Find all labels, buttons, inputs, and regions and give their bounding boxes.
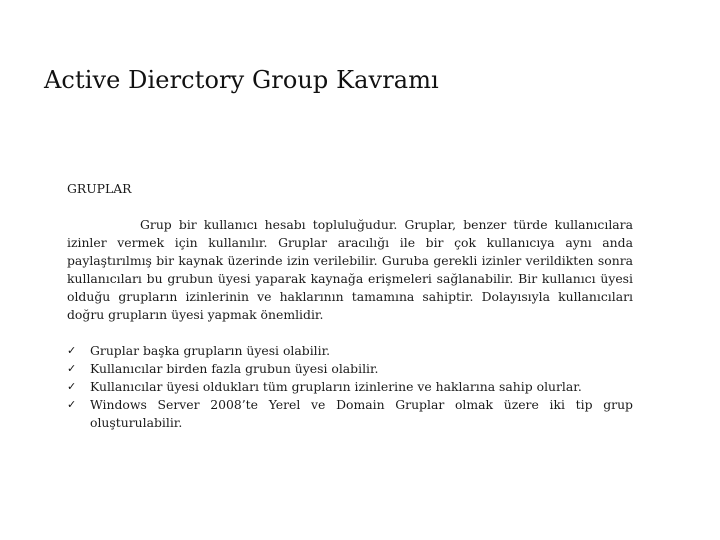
slide-content [67, 180, 633, 432]
check-mark-icon: ✓ [67, 362, 77, 375]
bullet-item [67, 396, 633, 432]
check-mark-icon: ✓ [67, 398, 77, 411]
body-paragraph: Grup bir kullanıcı hesabı topluluğudur. Gruplar, benzer türde kullanıcılara izinler vermek için kullanılır. Gruplar aracılığı ile bir çok kullanıcıya aynı anda paylaştırılmış bir kaynak üzerinde izin verilebilir. Guruba gerekli izinler verildikten sonra kullanıcıları bu grubun üyesi yaparak kaynağa erişmeleri sağlanabilir. Bir kullanıcı üyesi olduğu grupların izinlerinin ve haklarının tamamına sahiptir. Dolayısıyla kullanıcıları doğru grupların üyesi yapmak önemlidir. [67, 217, 633, 322]
bullet-list [67, 342, 633, 432]
bullet-text: Gruplar başka grupların üyesi olabilir. [90, 343, 331, 358]
section-heading: GRUPLAR [67, 181, 132, 196]
bullet-item [67, 342, 633, 360]
check-mark-icon: ✓ [67, 380, 77, 393]
check-mark-icon: ✓ [67, 344, 77, 357]
bullet-text: Kullanıcılar üyesi oldukları tüm grupların izinlerine ve haklarına sahip olurlar. [90, 379, 582, 394]
bullet-item [67, 360, 633, 378]
bullet-text: Kullanıcılar birden fazla grubun üyesi olabilir. [90, 361, 379, 376]
bullet-item [67, 378, 633, 396]
bullet-text: Windows Server 2008’te Yerel ve Domain Gruplar olmak üzere iki tip grup oluşturulabilir. [90, 397, 633, 430]
slide-title: Active Dierctory Group Kavramı [44, 66, 439, 94]
